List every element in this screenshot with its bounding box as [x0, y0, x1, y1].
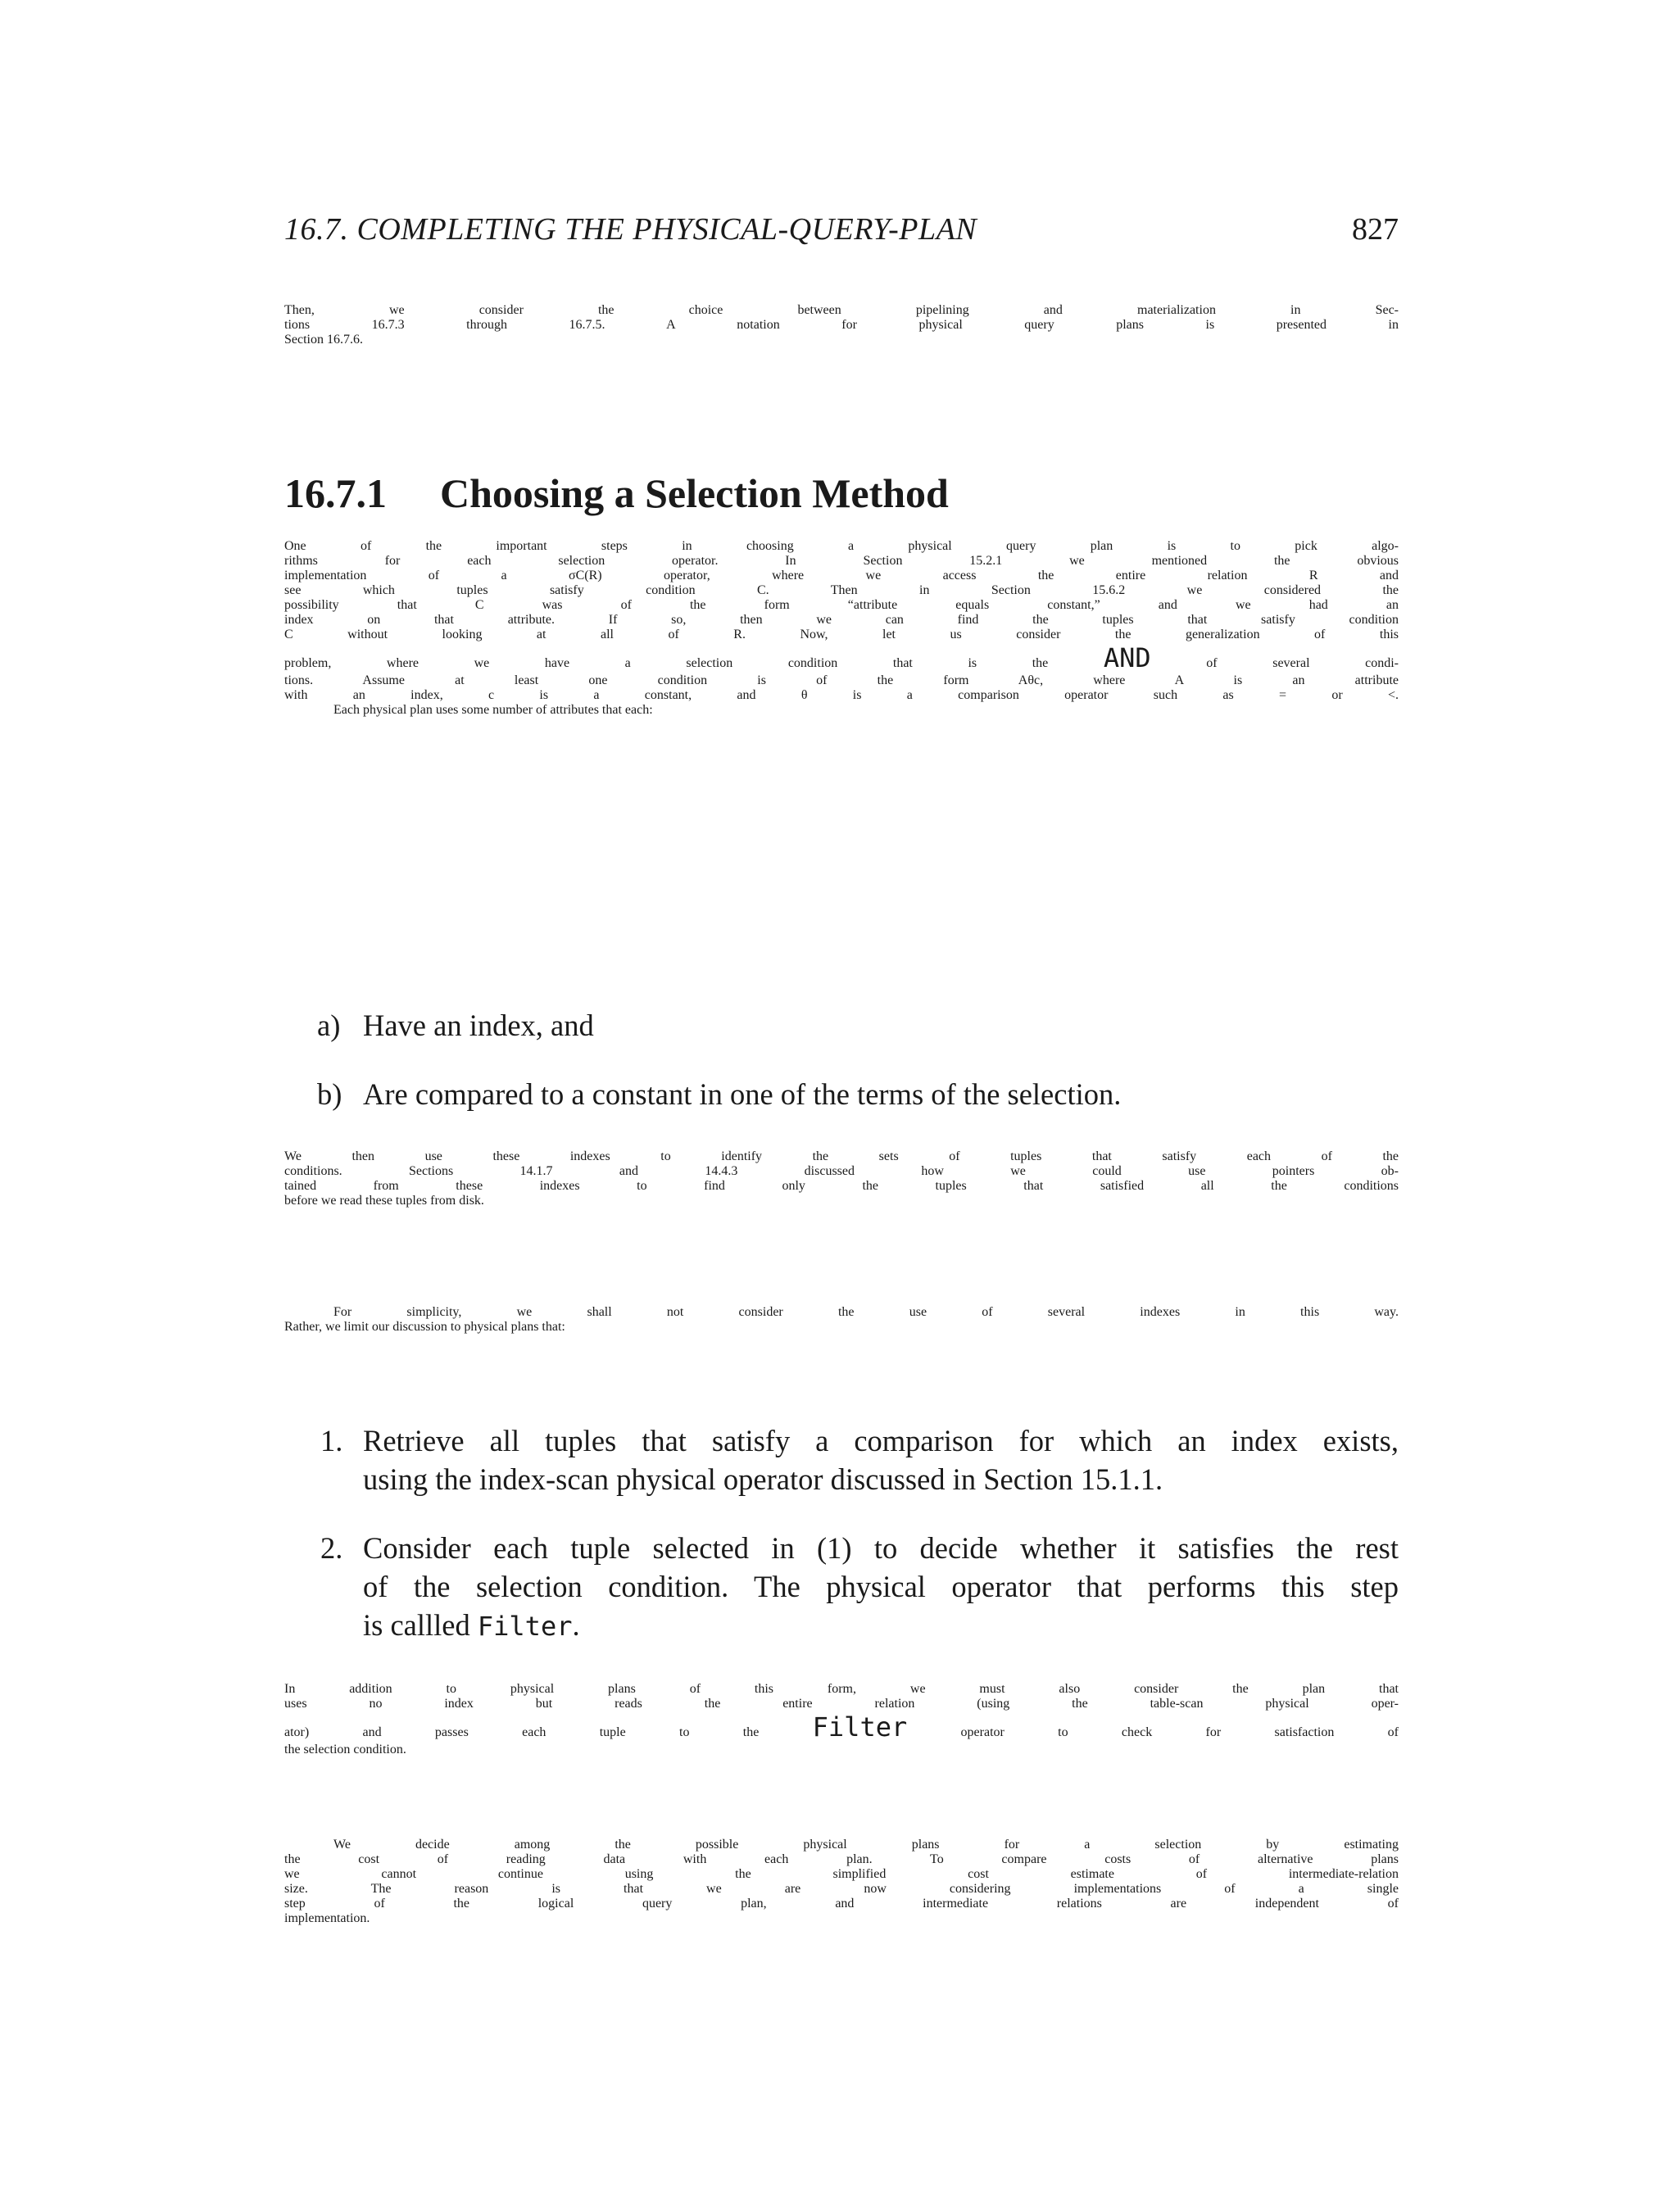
text-line: of the selection condition. The physical operator that performs this step	[363, 1570, 1399, 1603]
running-head-title: 16.7. COMPLETING THE PHYSICAL-QUERY-PLAN	[284, 212, 977, 247]
text-line: ator) and passes each tuple to the Filter operator to check for satisfaction of	[284, 1711, 1399, 1743]
text-line: tions 16.7.3 through 16.7.5. A notation for physical query plans is presented in	[284, 318, 1399, 332]
paragraph-3	[284, 1305, 1399, 1335]
text-line: possibility that C was of the form “attribute equals constant,” and we had an	[284, 598, 1399, 612]
list-marker: a)	[317, 1009, 341, 1042]
list-item	[284, 1529, 1399, 1646]
text-line: implementation of a σC(R) operator, where we access the entire relation R and	[284, 569, 1399, 582]
text-line: see which tuples satisfy condition C. Then in Section 15.6.2 we considered the	[284, 583, 1399, 597]
text-line: tained from these indexes to find only the tuples that satisfied all the conditions	[284, 1179, 1399, 1193]
section-heading	[284, 469, 1399, 518]
text-line: For simplicity, we shall not consider the use of several indexes in this way.	[333, 1305, 1399, 1319]
text-line: Section 16.7.6.	[284, 333, 363, 347]
list-item-text: Have an index, and	[363, 1009, 594, 1042]
text-line: Each physical plan uses some number of attributes that each:	[333, 703, 653, 717]
text-line: the cost of reading data with each plan. To compare costs of alternative plans	[284, 1852, 1399, 1866]
section-number: 16.7.1	[284, 470, 387, 516]
text-line: the selection condition.	[284, 1743, 406, 1756]
text-line: We decide among the possible physical plans for a selection by estimating	[333, 1838, 1399, 1852]
text-line: before we read these tuples from disk.	[284, 1194, 484, 1208]
text-line: In addition to physical plans of this form, we must also consider the plan that	[284, 1682, 1399, 1696]
text-line: size. The reason is that we are now considering implementations of a single	[284, 1882, 1399, 1896]
text-line: is callled Filter.	[363, 1608, 580, 1642]
list-marker: 1.	[320, 1424, 343, 1457]
page-number: 827	[1352, 212, 1399, 247]
text-line: implementation.	[284, 1911, 370, 1925]
list-item	[284, 1421, 1399, 1498]
list-marker: b)	[317, 1077, 342, 1111]
paragraph-2	[284, 1149, 1399, 1208]
intro-paragraph	[284, 303, 1399, 347]
text-line: We then use these indexes to identify the sets of tuples that satisfy each of the	[284, 1149, 1399, 1163]
text-line: step of the logical query plan, and intermediate relations are independent of	[284, 1897, 1399, 1911]
list-item	[284, 1006, 1399, 1045]
list-item	[284, 1075, 1399, 1113]
list-item-text: Are compared to a constant in one of the terms of the selection.	[363, 1077, 1122, 1111]
text-line: Consider each tuple selected in (1) to decide whether it satisfies the rest	[363, 1531, 1399, 1565]
paragraph-4	[284, 1682, 1399, 1757]
paragraph-5	[284, 1838, 1399, 1926]
text-line: uses no index but reads the entire relation (using the table-scan physical oper-	[284, 1697, 1399, 1711]
text-line: using the index-scan physical operator discussed in Section 15.1.1.	[363, 1462, 1163, 1496]
text-line: with an index, c is a constant, and θ is a comparison operator such as = or <.	[284, 688, 1399, 702]
running-head	[284, 211, 1399, 252]
section-title: Choosing a Selection Method	[440, 470, 949, 516]
text-line: Rather, we limit our discussion to physical plans that:	[284, 1320, 565, 1334]
text-line: One of the important steps in choosing a physical query plan is to pick algo-	[284, 539, 1399, 553]
text-line: C without looking at all of R. Now, let us consider the generalization of this	[284, 628, 1399, 641]
text-line: problem, where we have a selection condition that is the AND of several condi-	[284, 642, 1399, 673]
text-line: rithms for each selection operator. In Section 15.2.1 we mentioned the obvious	[284, 554, 1399, 568]
text-line: Retrieve all tuples that satisfy a comparison for which an index exists,	[363, 1424, 1399, 1457]
text-line: we cannot continue using the simplified cost estimate of intermediate-relation	[284, 1867, 1399, 1881]
text-line: conditions. Sections 14.1.7 and 14.4.3 discussed how we could use pointers ob-	[284, 1164, 1399, 1178]
text-line: tions. Assume at least one condition is of the form Aθc, where A is an attribute	[284, 673, 1399, 687]
text-line: Then, we consider the choice between pipelining and materialization in Sec-	[284, 303, 1399, 317]
text-line: index on that attribute. If so, then we can find the tuples that satisfy condition	[284, 613, 1399, 627]
list-marker: 2.	[320, 1531, 343, 1565]
paragraph-1	[284, 539, 1399, 718]
